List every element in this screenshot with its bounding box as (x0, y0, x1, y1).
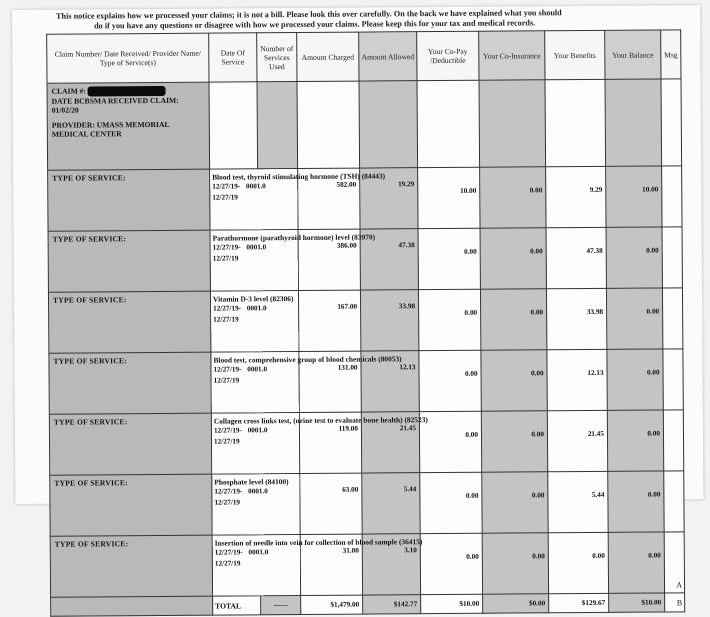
header-msg: Msg (661, 30, 681, 79)
service-date-from: 12/27/19- 0001.0 (214, 548, 269, 557)
service-row (49, 410, 683, 475)
service-detail-cell (210, 291, 298, 353)
header-benefits: Your Benefits (545, 30, 605, 79)
claim-number-label: CLAIM #: (51, 86, 86, 96)
total-label: TOTAL (213, 596, 261, 615)
amount-charged: 167.00 (298, 290, 360, 351)
notice-text (56, 7, 706, 32)
coinsurance: 0.00 (482, 472, 548, 533)
service-units: 0001.0 (247, 365, 268, 374)
msg-code (663, 410, 683, 471)
claim-info-cell (47, 82, 210, 170)
benefits: 33.98 (546, 288, 606, 349)
amount-allowed: 3.10 (362, 534, 420, 595)
balance: 0.00 (608, 532, 664, 593)
notice-line-2: do if you have any questions or disagree with how we processed your claims. Please keep this for your tax and medical records. (94, 18, 536, 31)
redaction-bar (88, 86, 166, 97)
header-coinsurance: Your Co-Insurance (479, 31, 545, 80)
balance: 0.00 (606, 288, 662, 349)
type-of-service-label: TYPE OF SERVICE: (53, 356, 128, 366)
date-received: DATE BCBSMA RECEIVED CLAIM: 01/02/20 (51, 96, 179, 115)
total-copay: $10.00 (421, 594, 483, 613)
total-allowed: $142.77 (363, 595, 421, 614)
service-date-from: 12/27/19- 0001.0 (212, 182, 266, 191)
type-of-service-cell (48, 230, 210, 292)
header-charged: Amount Charged (297, 32, 359, 81)
type-of-service-cell (48, 169, 210, 231)
benefits: 47.38 (546, 227, 606, 288)
service-row (49, 349, 683, 414)
service-date-from: 12/27/19- 0001.0 (214, 487, 268, 496)
copay-deductible: 0.00 (419, 350, 481, 411)
coinsurance: 0.00 (480, 289, 546, 350)
provider-name: PROVIDER: UMASS MEMORIAL MEDICAL CENTER (51, 120, 170, 139)
service-units: 0001.0 (248, 487, 268, 496)
notice-line-1: This notice explains how we processed your claims; it is not a bill. Please look this over carefully. On the back we have explained what you should (56, 8, 562, 21)
service-description: Insertion of needle into vein for collection of blood sample (36415) (214, 537, 423, 548)
amount-charged: 582.00 (298, 168, 360, 229)
service-row (48, 288, 682, 353)
service-date-to: 12/27/19 (212, 254, 239, 263)
type-of-service-label: TYPE OF SERVICE: (54, 478, 128, 488)
total-msg: B (665, 593, 685, 612)
service-units: 0001.0 (246, 243, 267, 252)
service-description: Phosphate level (84100) (214, 477, 289, 487)
amount-allowed: 47.38 (360, 229, 418, 290)
service-row (50, 471, 684, 536)
amount-allowed: 21.45 (361, 412, 419, 473)
msg-code: A (664, 532, 684, 593)
amount-charged: 119.00 (299, 412, 361, 473)
type-of-service-label: TYPE OF SERVICE: (52, 234, 127, 244)
header-copay: Your Co-Pay /Deductible (417, 31, 479, 80)
service-description: Vitamin D-3 level (82306) (212, 294, 294, 304)
balance: 0.00 (607, 349, 663, 410)
header-balance: Your Balance (605, 30, 661, 79)
copay-deductible: 10.00 (418, 167, 480, 228)
copay-deductible: 0.00 (419, 411, 481, 472)
amount-charged: 386.00 (298, 229, 360, 290)
copay-deductible: 0.00 (418, 289, 480, 350)
header-units: Number of Services Used (257, 33, 297, 82)
amount-charged: 131.00 (299, 351, 361, 412)
amount-charged: 63.00 (300, 473, 362, 534)
type-of-service-label: TYPE OF SERVICE: (54, 539, 129, 549)
benefits: 12.13 (547, 349, 607, 410)
header-date: Date Of Service (209, 33, 257, 82)
balance: 0.00 (607, 410, 663, 471)
total-row (51, 593, 685, 616)
coinsurance: 0.00 (480, 228, 546, 289)
service-date-from: 12/27/19- 0001.0 (213, 426, 268, 435)
service-description: Blood test, comprehensive group of blood chemicals (80053) (213, 354, 402, 365)
copay-deductible: 0.00 (420, 472, 482, 533)
amount-charged: 31.00 (300, 534, 362, 595)
total-benefits: $129.67 (549, 593, 609, 612)
service-units: 0001.0 (246, 304, 267, 313)
service-description: Collagen cross links test, (urine test to evaluate bone health) (82523) (213, 415, 428, 426)
total-units: ------ (261, 595, 301, 614)
coinsurance: 0.00 (480, 167, 546, 228)
balance: 0.00 (606, 227, 662, 288)
service-date-to: 12/27/19 (212, 193, 238, 202)
service-row (50, 532, 684, 597)
benefits: 5.44 (548, 471, 608, 532)
total-charged: $1,479.00 (301, 595, 363, 614)
msg-code (662, 166, 682, 227)
copay-deductible: 0.00 (418, 228, 480, 289)
service-date-from: 12/27/19- 0001.0 (213, 304, 267, 313)
total-coinsurance: $0.00 (483, 594, 549, 613)
msg-code (662, 288, 682, 349)
service-units: 0001.0 (247, 426, 268, 435)
benefits: 9.29 (546, 166, 606, 227)
amount-allowed: 12.13 (361, 351, 419, 412)
eob-page (12, 5, 703, 611)
amount-allowed: 33.98 (360, 290, 418, 351)
copay-deductible: 0.00 (420, 533, 482, 594)
benefits: 0.00 (548, 532, 608, 593)
type-of-service-cell (49, 352, 211, 414)
service-row (48, 166, 682, 231)
msg-code (663, 349, 683, 410)
service-units: 0001.0 (245, 182, 266, 191)
balance: 0.00 (608, 471, 664, 532)
type-of-service-label: TYPE OF SERVICE: (52, 173, 126, 183)
claims-table (46, 29, 685, 616)
msg-code (664, 471, 684, 532)
service-date-to: 12/27/19 (213, 315, 239, 324)
type-of-service-cell (48, 291, 210, 353)
coinsurance: 0.00 (481, 411, 547, 472)
service-row (48, 227, 682, 292)
service-date-to: 12/27/19 (213, 376, 240, 385)
msg-code (662, 227, 682, 288)
service-description: Parathormone (parathyroid hormone) level (83970) (212, 232, 376, 243)
coinsurance: 0.00 (481, 350, 547, 411)
service-units: 0001.0 (248, 548, 269, 557)
service-date-from: 12/27/19- 0001.0 (212, 243, 267, 252)
amount-allowed: 5.44 (362, 473, 420, 534)
header-allowed: Amount Allowed (359, 32, 417, 81)
type-of-service-label: TYPE OF SERVICE: (52, 295, 127, 305)
claim-info-row (47, 79, 682, 170)
type-of-service-cell (49, 413, 211, 475)
amount-allowed: 19.29 (360, 168, 418, 229)
total-balance: $10.00 (609, 593, 665, 612)
service-date-to: 12/27/19 (213, 437, 240, 446)
service-date-to: 12/27/19 (214, 498, 241, 507)
service-date-from: 12/27/19- 0001.0 (213, 365, 268, 374)
balance: 10.00 (606, 166, 662, 227)
header-claim: Claim Number/ Date Received/ Provider Name/ Type of Service(s) (47, 33, 209, 83)
header-row (47, 30, 681, 83)
type-of-service-cell (50, 535, 212, 597)
type-of-service-label: TYPE OF SERVICE: (53, 417, 128, 427)
service-date-to: 12/27/19 (214, 559, 241, 568)
type-of-service-cell (50, 474, 212, 536)
benefits: 21.45 (547, 410, 607, 471)
service-description: Blood test, thyroid stimulating hormone (TSH) (84443) (212, 171, 386, 182)
service-detail-cell (212, 474, 300, 536)
coinsurance: 0.00 (482, 533, 548, 594)
